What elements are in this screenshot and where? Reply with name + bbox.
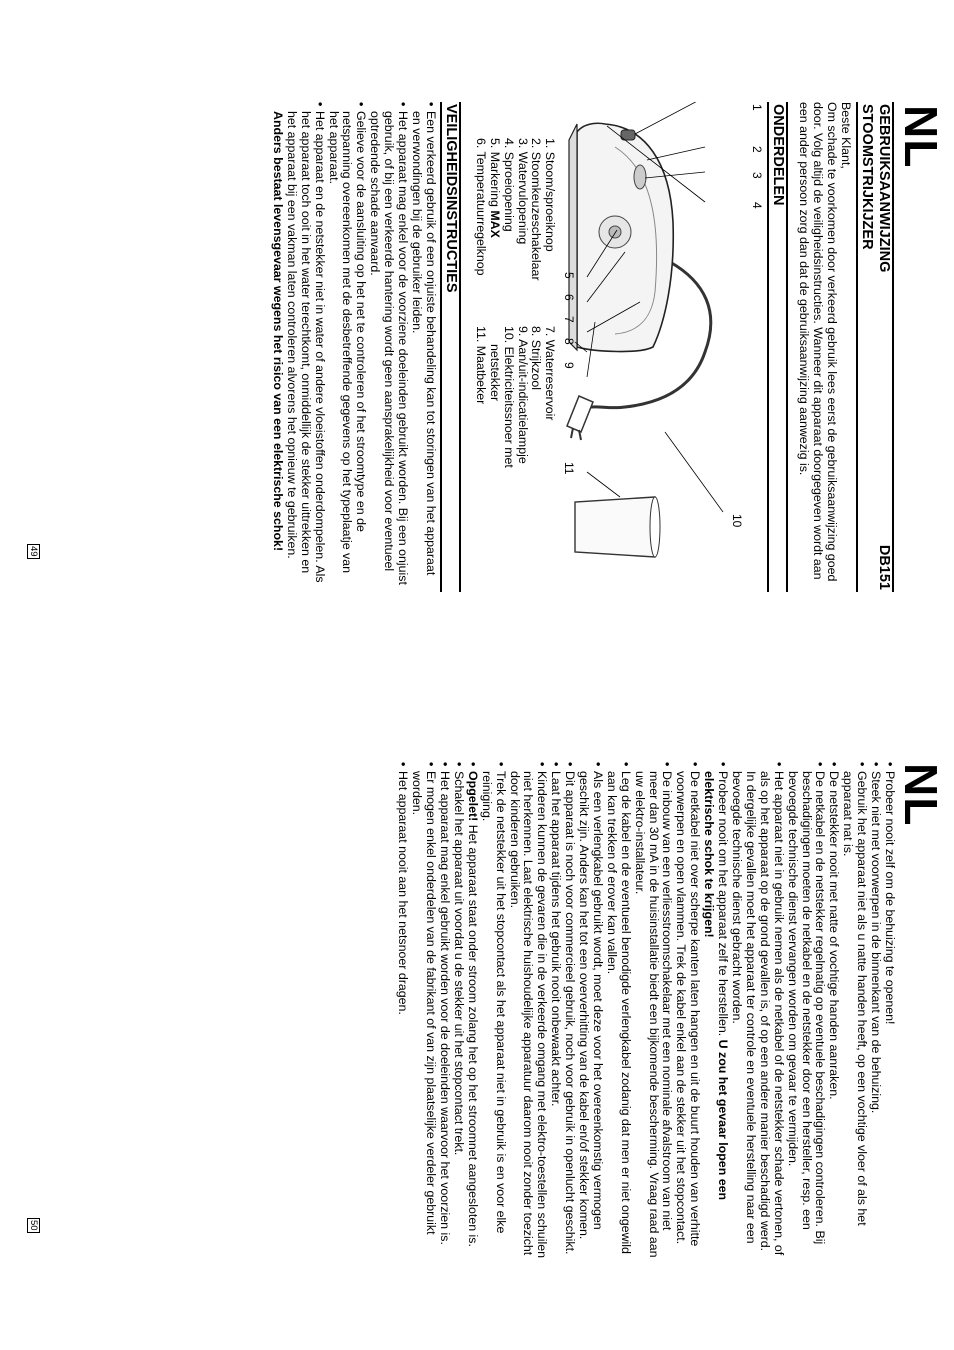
safety-item: • Steek niet met voorwerpen in de binnenkant van de behuizing. (869, 762, 884, 1114)
safety-item: • De netkabel en de netstekker regelmatig op eventuele beschadigingen controleren. Bij beschadigingen moeten de netkabel en de netstekker door een hersteller, resp. een bevoegde technische dienst vervangen worden om gevaar te vermijden. (785, 762, 828, 1245)
callout-label: 5 (562, 272, 577, 279)
product-title: STOOMSTRIJKIJZER (856, 102, 875, 592)
part-item: 8. Strijkzool (529, 326, 544, 391)
safety-item: • Het apparaat mag enkel gebruikt worden voor de doeleinden waarvoor het voorzien is. (438, 762, 452, 1245)
part-item: 9. Aan/uit-indicatielampje (515, 326, 530, 464)
manual-title: GEBRUIKSAANWIJZING (876, 104, 892, 273)
safety-item: • Leg de kabel en de eventueel benodigde verlengkabel zodanig dat men er niet ongewild aan kan trekken of erover kan vallen. (604, 762, 633, 1254)
safety-item: • Gelieve voor de aansluiting op het net te controleren of het stroomtype en de netspanning overeenkomen met de desbetreffende gegevens op het typeplaatje van het apparaat. (326, 102, 369, 574)
callout-label: 4 (750, 202, 765, 209)
callout-label: 9 (562, 362, 577, 369)
callout-label: 3 (750, 172, 765, 179)
safety-heading: VEILIGHEIDSINSTRUCTIES (440, 102, 461, 592)
part-item: 7. Waterreservoir (543, 326, 558, 421)
parts-list-col2 (473, 326, 556, 514)
safety-item: • Laat het apparaat tijdens het gebruik nooit onbewaakt achter. (549, 762, 564, 1107)
parts-heading: ONDERDELEN (767, 102, 788, 592)
safety-item: • Er mogen enkel onderdelen van de fabrikant of van zijn plaatselijke verdeler gebruikt worden. (410, 762, 439, 1235)
safety-item: • Probeer nooit om het apparaat zelf te herstellen. U zou het gevaar lopen een elektrische schok te krijgen! (702, 762, 731, 1201)
safety-item: • Opgelet! Het apparaat staat onder stroom zolang het op het stroomnet aangesloten is. (465, 762, 480, 1247)
mains-plug (567, 396, 593, 432)
callout-label: 6 (562, 294, 577, 301)
safety-item: • Het apparaat niet in gebruik nemen als de netkabel of de netstekker schade vertonen, of als op het apparaat op de grond gevallen is, of op een andere manier beschadigd werd. In dergelijke gevallen moet het apparaat ter controle en eventuele herstelling naar een bevoegde technische dienst gebracht worden. (730, 762, 786, 1256)
part-item: 2. Stoomkeuzeschakelaar (529, 138, 544, 281)
parts-list-col1 (473, 138, 556, 326)
safety-item: • De netstekker nooit met natte of vochtige handen aanraken. (827, 762, 842, 1100)
callout-label: 8 (562, 338, 577, 345)
left-page-column (270, 102, 894, 592)
safety-item: • Trek de netstekker uit het stopcontact als het apparaat niet in gebruik is en voor elke reiniging. (479, 762, 508, 1234)
callout-label: 1 (750, 104, 765, 111)
part-item: 10. Elektriciteitssnoer met (501, 326, 516, 468)
safety-item: • De inbouw van een verliesstroomschakelaar met een nominale afvalstroom van niet meer dan 30 mA in de huisinstallatie biedt een bijkomende bescherming. Vraag raad aan uw elektro-installateur. (632, 762, 675, 1258)
callout-label: 2 (750, 146, 765, 153)
part-item: 1. Stoom/sproeiknop (543, 138, 558, 252)
intro-text: Om schade te voorkomen door verkeerd gebruik lees eerst de gebruiksaanwijzing goed door. Volg altijd de veiligheidsinstructies. Wanneer dit apparaat doorgegeven wordt aan een ander persoon zorg dan dat de gebruiksaanwijzing aanwezig is. (797, 102, 840, 582)
greeting: Beste Klant, (839, 102, 853, 169)
page-number: 50 (28, 1220, 39, 1231)
right-page-column (395, 762, 896, 1262)
part-item: netstekker (487, 344, 502, 402)
language-label: NL (895, 763, 947, 827)
safety-item: • Schakel het apparaat uit voordat u de stekker uit het stopcontact trekt. (451, 762, 466, 1156)
part-item: 11. Maatbeker (473, 326, 488, 405)
part-item: 4. Sproeiopening (501, 138, 516, 232)
safety-item: • Het apparaat en de netstekker niet in water of andere vloeistoffen onderdompelen. Als het apparaat toch ooit in het water terechtkomt, onmiddellijk de stekker uittrekken en het apparaat bij een vakman laten controleren alvorens het opnieuw te gebruiken. Anders bestaat levensgevaar wegens het risico van een elektrische schok! (270, 102, 327, 583)
safety-list (270, 102, 437, 592)
safety-item: • Probeer nooit zelf om de behuizing te openen! (883, 762, 897, 1025)
manual-title-bar (875, 102, 894, 592)
part-item-marking: 5. Markering MAX (487, 138, 502, 238)
safety-item: • Gebruik het apparaat niet als u natte handen heeft, op een vochtige vloer of als het apparaat nat is. (841, 762, 870, 1226)
safety-item: • Als een verlengkabel gebruikt wordt, moet deze voor het overeenkomstig vermogen geschikt zijn. Anders kan het tot een oververhitting van de kabel en/of stekker komen. (577, 762, 605, 1240)
model-number: DB151 (876, 544, 892, 590)
safety-item: • Kinderen kunnen de gevaren die in de verkeerde omgang met elektro-toestellen schuilen niet herkennen. Laat elektrische huishoudelijke apparatuur daarom nooit zonder toezicht door kinderen gebruiken. (507, 762, 550, 1258)
safety-item: • Dit apparaat is noch voor commercieel gebruik, noch voor gebruik in openlucht geschikt. (563, 762, 578, 1255)
callout-label: 11 (562, 462, 577, 475)
measuring-cup (575, 497, 655, 557)
safety-item: • De netkabel niet over scherpe kanten laten hangen en uit de buurt houden van verhitte voorwerpen en open vlammen. Trek de kabel enkel aan de stekker uit het stopcontact. (674, 762, 703, 1247)
safety-item: • Een verkeerd gebruik of een onjuiste behandeling kan tot storingen van het apparaat en verwondingen bij de gebruiker leiden. (410, 102, 438, 576)
part-item: 3. Watervulopening (515, 138, 530, 245)
parts-list (473, 102, 556, 592)
language-label: NL (895, 105, 947, 169)
part-item: 6. Temperatuurregelknop (473, 138, 488, 276)
steam-iron-illustration (560, 102, 765, 572)
safety-item: • Het apparaat mag enkel voor de voorziene doeleinden gebruikt worden. Bij een onjuist gebruik, of bij een verkeerde hantering wordt geen aansprakelijkheid voor eventueel optredende schade aanvaard. (368, 102, 411, 585)
safety-list-continued (395, 762, 896, 1262)
callout-label: 10 (730, 514, 745, 528)
callout-label: 7 (562, 316, 577, 323)
water-fill-opening (634, 165, 646, 189)
page-number: 49 (28, 546, 39, 557)
safety-item: • Het apparaat nooit aan het netsnoer dragen. (396, 762, 411, 1015)
